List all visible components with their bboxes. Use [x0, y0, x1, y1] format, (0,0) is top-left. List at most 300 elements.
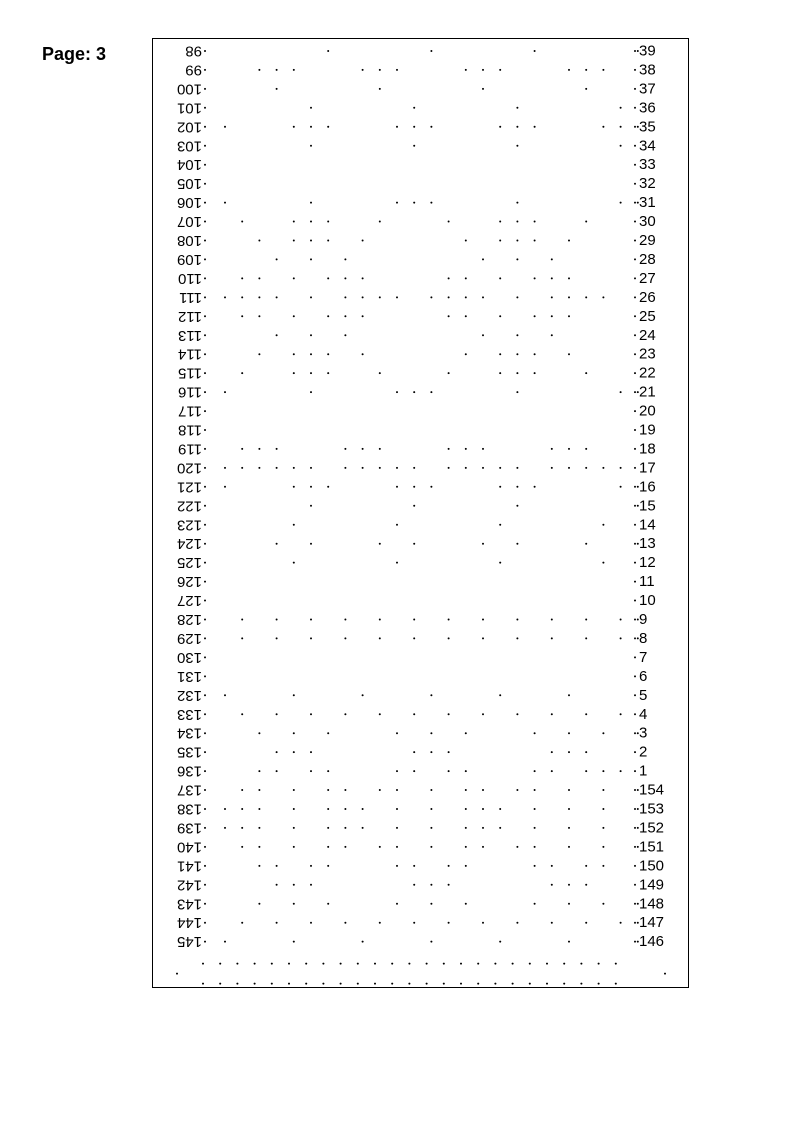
pattern-stitch-dot — [258, 448, 260, 450]
left-row-label: 116 — [178, 383, 202, 401]
right-tick-dot — [634, 240, 636, 242]
pattern-stitch-dot — [602, 732, 604, 734]
left-tick-dot — [204, 334, 206, 336]
footer-dot — [664, 973, 666, 975]
left-row-label: 134 — [176, 724, 202, 742]
pattern-stitch-dot — [585, 221, 587, 223]
left-row-label: 110 — [178, 269, 202, 287]
pattern-stitch-dot — [482, 789, 484, 791]
pattern-stitch-dot — [310, 202, 312, 204]
footer-dot — [512, 963, 514, 965]
stitch-chart — [152, 38, 689, 988]
right-row-number: 32 — [639, 175, 656, 193]
pattern-stitch-dot — [413, 619, 415, 621]
left-row-number — [177, 573, 202, 590]
pattern-stitch-dot — [310, 713, 312, 715]
pattern-stitch-dot — [516, 619, 518, 621]
pattern-stitch-dot — [534, 770, 536, 772]
footer-dot — [580, 963, 582, 965]
pattern-stitch-dot — [430, 694, 432, 696]
right-row-number: 150 — [639, 857, 665, 875]
pattern-stitch-dot — [327, 50, 329, 52]
footer-dot — [357, 963, 359, 965]
pattern-stitch-dot — [465, 448, 467, 450]
pattern-stitch-dot — [499, 827, 501, 829]
left-row-number — [185, 61, 202, 78]
pattern-stitch-dot — [499, 524, 501, 526]
pattern-stitch-dot — [585, 619, 587, 621]
pattern-stitch-dot — [224, 467, 226, 469]
left-row-label: 111 — [179, 288, 202, 306]
right-row-number: 35 — [639, 118, 656, 136]
pattern-stitch-dot — [396, 202, 398, 204]
right-row-number: 22 — [639, 364, 656, 382]
pattern-stitch-dot — [516, 467, 518, 469]
pattern-stitch-dot — [516, 922, 518, 924]
pattern-stitch-dot — [551, 334, 553, 336]
pattern-stitch-dot — [465, 240, 467, 242]
pattern-stitch-dot — [379, 789, 381, 791]
left-row-number — [177, 175, 202, 192]
pattern-stitch-dot — [241, 372, 243, 374]
left-row-label: 124 — [176, 535, 202, 553]
pattern-stitch-dot — [310, 353, 312, 355]
pattern-stitch-dot — [568, 884, 570, 886]
pattern-stitch-dot — [224, 126, 226, 128]
pattern-stitch-dot — [310, 486, 312, 488]
left-row-number — [177, 459, 202, 476]
pattern-stitch-dot — [379, 467, 381, 469]
pattern-stitch-dot — [379, 619, 381, 621]
footer-dot — [322, 963, 324, 965]
right-tick-dot — [634, 448, 636, 450]
footer-dot — [254, 983, 256, 985]
pattern-stitch-dot — [620, 391, 622, 393]
pattern-stitch-dot — [379, 922, 381, 924]
pattern-stitch-dot — [551, 884, 553, 886]
pattern-stitch-dot — [293, 846, 295, 848]
pattern-stitch-dot — [224, 391, 226, 393]
right-row-number: 39 — [639, 42, 656, 60]
left-row-number — [177, 744, 202, 761]
left-tick-dot — [204, 713, 206, 715]
footer-dot — [288, 963, 290, 965]
pattern-stitch-dot — [551, 315, 553, 317]
pattern-stitch-dot — [602, 865, 604, 867]
pattern-stitch-dot — [413, 391, 415, 393]
left-row-number — [177, 876, 202, 893]
pattern-stitch-dot — [379, 88, 381, 90]
right-row-number: 19 — [639, 421, 656, 439]
right-row-number: 17 — [639, 459, 656, 477]
pattern-stitch-dot — [344, 922, 346, 924]
left-tick-dot — [204, 126, 206, 128]
pattern-stitch-dot — [310, 372, 312, 374]
footer-dot — [357, 983, 359, 985]
pattern-stitch-dot — [276, 448, 278, 450]
pattern-stitch-dot — [413, 126, 415, 128]
left-tick-dot — [204, 107, 206, 109]
left-row-label: 129 — [176, 629, 202, 647]
pattern-stitch-dot — [465, 296, 467, 298]
right-tick-dot — [634, 50, 636, 52]
pattern-stitch-dot — [585, 69, 587, 71]
right-tick-dot — [634, 277, 636, 279]
left-row-label: 136 — [176, 762, 202, 780]
pattern-stitch-dot — [396, 486, 398, 488]
pattern-stitch-dot — [413, 107, 415, 109]
pattern-stitch-dot — [568, 353, 570, 355]
pattern-stitch-dot — [465, 732, 467, 734]
right-tick-dot — [634, 202, 636, 204]
footer-dot — [271, 983, 273, 985]
stitch-grid — [153, 39, 690, 989]
right-row-number: 36 — [639, 99, 656, 117]
pattern-stitch-dot — [637, 619, 639, 621]
left-tick-dot — [204, 543, 206, 545]
pattern-stitch-dot — [568, 315, 570, 317]
pattern-stitch-dot — [224, 486, 226, 488]
pattern-stitch-dot — [482, 827, 484, 829]
left-row-number — [177, 137, 202, 154]
left-row-label: 123 — [176, 516, 202, 534]
pattern-stitch-dot — [396, 732, 398, 734]
right-row-number: 149 — [639, 876, 665, 894]
pattern-stitch-dot — [293, 808, 295, 810]
pattern-stitch-dot — [637, 922, 639, 924]
pattern-stitch-dot — [293, 486, 295, 488]
pattern-stitch-dot — [293, 884, 295, 886]
pattern-stitch-dot — [516, 258, 518, 260]
pattern-stitch-dot — [310, 221, 312, 223]
pattern-stitch-dot — [637, 846, 639, 848]
footer-dot — [580, 983, 582, 985]
pattern-stitch-dot — [396, 391, 398, 393]
footer-dot — [426, 983, 428, 985]
pattern-stitch-dot — [602, 827, 604, 829]
pattern-stitch-dot — [241, 789, 243, 791]
pattern-stitch-dot — [258, 732, 260, 734]
pattern-stitch-dot — [499, 315, 501, 317]
left-tick-dot — [204, 145, 206, 147]
left-tick-dot — [204, 808, 206, 810]
right-row-number: 8 — [639, 629, 648, 647]
pattern-stitch-dot — [499, 808, 501, 810]
right-tick-dot — [634, 751, 636, 753]
pattern-stitch-dot — [344, 827, 346, 829]
right-tick-dot — [634, 619, 636, 621]
pattern-stitch-dot — [602, 296, 604, 298]
right-tick-dot — [634, 543, 636, 545]
pattern-stitch-dot — [327, 277, 329, 279]
right-tick-dot — [634, 808, 636, 810]
left-row-number — [177, 706, 202, 723]
pattern-stitch-dot — [293, 789, 295, 791]
right-tick-dot — [634, 467, 636, 469]
pattern-stitch-dot — [499, 562, 501, 564]
pattern-stitch-dot — [585, 296, 587, 298]
pattern-stitch-dot — [379, 296, 381, 298]
left-row-number — [177, 687, 202, 704]
pattern-stitch-dot — [413, 884, 415, 886]
pattern-stitch-dot — [362, 808, 364, 810]
pattern-stitch-dot — [516, 391, 518, 393]
right-tick-dot — [634, 637, 636, 639]
pattern-stitch-dot — [293, 69, 295, 71]
pattern-stitch-dot — [637, 732, 639, 734]
pattern-stitch-dot — [293, 732, 295, 734]
pattern-stitch-dot — [448, 637, 450, 639]
pattern-stitch-dot — [516, 543, 518, 545]
pattern-stitch-dot — [551, 865, 553, 867]
right-tick-dot — [634, 164, 636, 166]
right-row-number: 18 — [639, 440, 656, 458]
right-tick-dot — [634, 145, 636, 147]
pattern-stitch-dot — [465, 467, 467, 469]
footer-dot — [340, 963, 342, 965]
right-tick-dot — [634, 221, 636, 223]
left-tick-dot — [204, 296, 206, 298]
pattern-stitch-dot — [585, 922, 587, 924]
left-row-number — [177, 80, 202, 97]
left-tick-dot — [204, 694, 206, 696]
left-row-label: 145 — [176, 933, 202, 951]
left-row-number — [177, 478, 202, 495]
right-row-number: 15 — [639, 497, 656, 515]
left-row-number — [177, 649, 202, 666]
pattern-stitch-dot — [448, 315, 450, 317]
pattern-stitch-dot — [224, 827, 226, 829]
pattern-stitch-dot — [482, 258, 484, 260]
pattern-stitch-dot — [293, 903, 295, 905]
pattern-stitch-dot — [344, 258, 346, 260]
pattern-stitch-dot — [430, 808, 432, 810]
pattern-stitch-dot — [327, 372, 329, 374]
footer-dot — [254, 963, 256, 965]
right-row-number: 4 — [639, 705, 648, 723]
pattern-stitch-dot — [258, 808, 260, 810]
pattern-stitch-dot — [499, 941, 501, 943]
left-tick-dot — [204, 315, 206, 317]
right-row-number: 37 — [639, 80, 656, 98]
pattern-stitch-dot — [585, 448, 587, 450]
pattern-stitch-dot — [482, 922, 484, 924]
pattern-stitch-dot — [430, 50, 432, 52]
pattern-stitch-dot — [310, 865, 312, 867]
pattern-stitch-dot — [258, 903, 260, 905]
pattern-stitch-dot — [482, 619, 484, 621]
pattern-stitch-dot — [620, 467, 622, 469]
left-row-label: 140 — [176, 838, 202, 856]
pattern-stitch-dot — [327, 846, 329, 848]
right-tick-dot — [634, 713, 636, 715]
pattern-stitch-dot — [344, 315, 346, 317]
right-tick-dot — [634, 941, 636, 943]
right-row-number: 24 — [639, 326, 656, 344]
pattern-stitch-dot — [534, 732, 536, 734]
pattern-stitch-dot — [516, 637, 518, 639]
left-tick-dot — [204, 827, 206, 829]
pattern-stitch-dot — [413, 637, 415, 639]
pattern-stitch-dot — [551, 448, 553, 450]
pattern-stitch-dot — [516, 126, 518, 128]
pattern-stitch-dot — [551, 296, 553, 298]
pattern-stitch-dot — [568, 789, 570, 791]
pattern-stitch-dot — [534, 486, 536, 488]
right-row-number: 146 — [639, 933, 665, 951]
left-row-label: 132 — [176, 686, 202, 704]
pattern-stitch-dot — [310, 240, 312, 242]
left-tick-dot — [204, 391, 206, 393]
left-row-label: 135 — [176, 743, 202, 761]
pattern-stitch-dot — [448, 713, 450, 715]
right-tick-dot — [634, 315, 636, 317]
left-row-label: 117 — [178, 402, 202, 420]
pattern-stitch-dot — [413, 713, 415, 715]
pattern-stitch-dot — [602, 789, 604, 791]
pattern-stitch-dot — [327, 808, 329, 810]
right-tick-dot — [634, 694, 636, 696]
right-tick-dot — [634, 107, 636, 109]
pattern-stitch-dot — [637, 505, 639, 507]
pattern-stitch-dot — [637, 827, 639, 829]
pattern-stitch-dot — [602, 126, 604, 128]
pattern-stitch-dot — [396, 69, 398, 71]
pattern-stitch-dot — [276, 770, 278, 772]
footer-dot — [219, 983, 221, 985]
left-tick-dot — [204, 524, 206, 526]
left-row-number — [177, 497, 202, 514]
footer-dot — [494, 983, 496, 985]
pattern-stitch-dot — [258, 296, 260, 298]
pattern-stitch-dot — [465, 69, 467, 71]
pattern-stitch-dot — [379, 637, 381, 639]
pattern-stitch-dot — [241, 846, 243, 848]
right-tick-dot — [634, 903, 636, 905]
footer-dot — [546, 963, 548, 965]
footer-dot — [615, 963, 617, 965]
pattern-stitch-dot — [241, 922, 243, 924]
pattern-stitch-dot — [413, 865, 415, 867]
pattern-stitch-dot — [465, 808, 467, 810]
left-tick-dot — [204, 183, 206, 185]
left-row-number — [177, 801, 202, 818]
pattern-stitch-dot — [499, 694, 501, 696]
pattern-stitch-dot — [413, 922, 415, 924]
right-row-number: 14 — [639, 516, 656, 534]
pattern-stitch-dot — [482, 69, 484, 71]
pattern-stitch-dot — [310, 391, 312, 393]
pattern-stitch-dot — [465, 903, 467, 905]
pattern-stitch-dot — [568, 467, 570, 469]
pattern-stitch-dot — [637, 903, 639, 905]
pattern-stitch-dot — [637, 808, 639, 810]
pattern-stitch-dot — [258, 69, 260, 71]
pattern-stitch-dot — [276, 884, 278, 886]
left-row-number — [177, 118, 202, 135]
left-row-number — [177, 763, 202, 780]
pattern-stitch-dot — [637, 941, 639, 943]
pattern-stitch-dot — [293, 315, 295, 317]
left-row-number — [177, 99, 202, 116]
right-tick-dot — [634, 410, 636, 412]
pattern-stitch-dot — [465, 846, 467, 848]
left-tick-dot — [204, 637, 206, 639]
pattern-stitch-dot — [362, 448, 364, 450]
footer-dot — [391, 963, 393, 965]
pattern-stitch-dot — [448, 221, 450, 223]
pattern-stitch-dot — [465, 353, 467, 355]
pattern-stitch-dot — [241, 277, 243, 279]
pattern-stitch-dot — [379, 713, 381, 715]
pattern-stitch-dot — [396, 770, 398, 772]
pattern-stitch-dot — [413, 505, 415, 507]
right-tick-dot — [634, 922, 636, 924]
left-row-number — [178, 327, 202, 344]
pattern-stitch-dot — [327, 903, 329, 905]
pattern-stitch-dot — [568, 448, 570, 450]
pattern-stitch-dot — [448, 448, 450, 450]
right-row-number: 30 — [639, 213, 656, 230]
right-row-number: 11 — [639, 573, 655, 591]
right-tick-dot — [634, 827, 636, 829]
right-tick-dot — [634, 486, 636, 488]
left-row-number — [178, 308, 202, 325]
right-row-number: 151 — [639, 838, 665, 856]
left-row-number — [177, 838, 202, 855]
pattern-stitch-dot — [396, 827, 398, 829]
left-row-label: 144 — [176, 914, 202, 932]
left-row-label: 98 — [185, 42, 202, 60]
pattern-stitch-dot — [293, 467, 295, 469]
left-tick-dot — [204, 69, 206, 71]
pattern-stitch-dot — [293, 827, 295, 829]
pattern-stitch-dot — [430, 391, 432, 393]
pattern-stitch-dot — [430, 846, 432, 848]
pattern-stitch-dot — [396, 865, 398, 867]
pattern-stitch-dot — [241, 619, 243, 621]
pattern-stitch-dot — [258, 277, 260, 279]
pattern-stitch-dot — [293, 694, 295, 696]
right-tick-dot — [634, 296, 636, 298]
pattern-stitch-dot — [534, 221, 536, 223]
pattern-stitch-dot — [482, 296, 484, 298]
left-row-number — [177, 592, 202, 609]
pattern-stitch-dot — [430, 884, 432, 886]
left-tick-dot — [204, 448, 206, 450]
left-row-number — [177, 782, 202, 799]
footer-dot — [408, 963, 410, 965]
left-row-label: 127 — [176, 592, 202, 609]
pattern-stitch-dot — [379, 543, 381, 545]
pattern-stitch-dot — [534, 240, 536, 242]
pattern-stitch-dot — [379, 846, 381, 848]
pattern-stitch-dot — [413, 751, 415, 753]
pattern-stitch-dot — [551, 467, 553, 469]
pattern-stitch-dot — [310, 637, 312, 639]
pattern-stitch-dot — [620, 486, 622, 488]
right-row-number: 29 — [639, 232, 656, 249]
pattern-stitch-dot — [344, 467, 346, 469]
pattern-stitch-dot — [568, 808, 570, 810]
pattern-stitch-dot — [413, 486, 415, 488]
pattern-stitch-dot — [327, 770, 329, 772]
pattern-stitch-dot — [310, 619, 312, 621]
pattern-stitch-dot — [344, 789, 346, 791]
pattern-stitch-dot — [620, 107, 622, 109]
pattern-stitch-dot — [534, 808, 536, 810]
pattern-stitch-dot — [241, 296, 243, 298]
